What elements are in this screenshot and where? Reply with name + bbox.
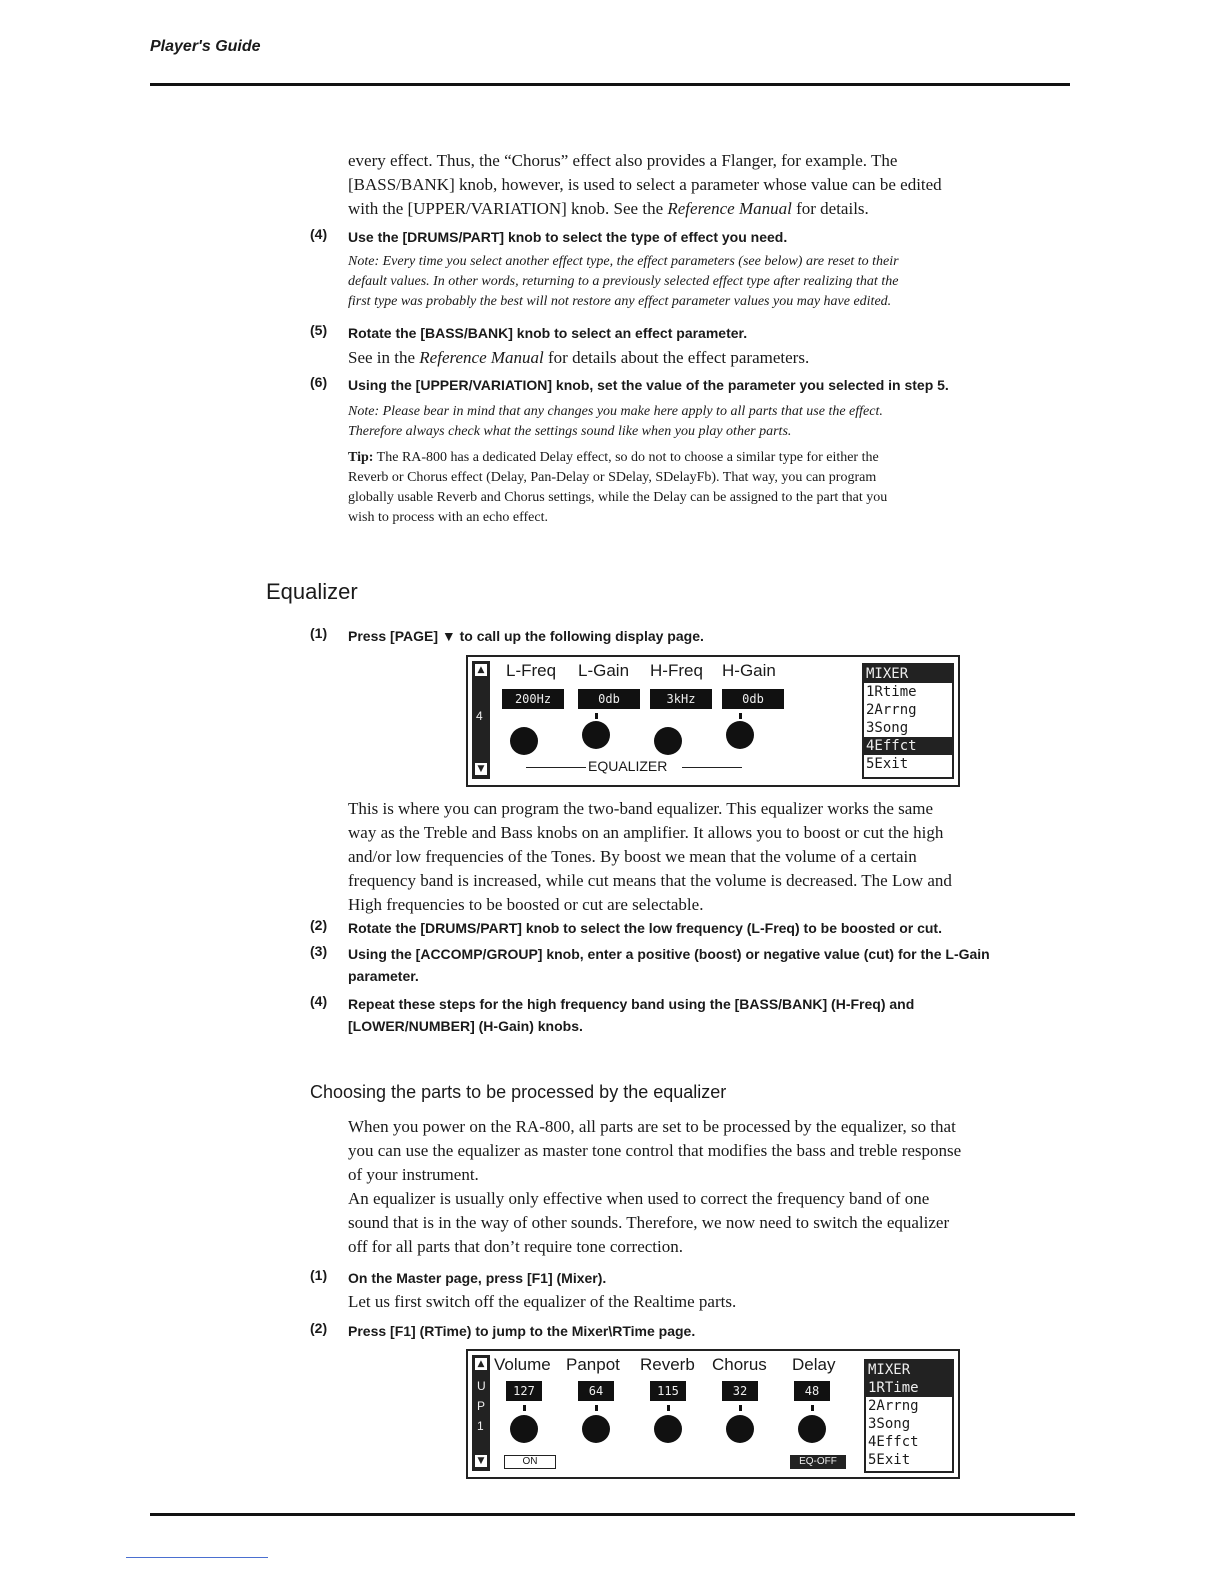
menu-item-song[interactable]: 3Song (868, 1416, 911, 1432)
l-freq-knob (510, 727, 538, 755)
menu-title: MIXER (866, 1361, 952, 1379)
step-number: (6) (310, 374, 328, 390)
intro-line: every effect. Thus, the “Chorus” effect also provides a Flanger, for example. The (348, 151, 898, 170)
intro-line: [BASS/BANK] knob, however, is used to select a parameter whose value can be edited (348, 175, 942, 194)
paragraph-line: This is where you can program the two-band equalizer. This equalizer works the same (348, 799, 934, 818)
paragraph-line: way as the Treble and Bass knobs on an amplifier. It allows you to boost or cut the high (348, 823, 944, 842)
top-rule (150, 83, 1070, 86)
menu-item-arrng[interactable]: 2Arrng (868, 1398, 919, 1414)
h-freq-knob (654, 727, 682, 755)
caption-line (526, 767, 586, 768)
scroll-up-icon: ▲ (474, 1357, 488, 1371)
page-header: Player's Guide (150, 38, 261, 55)
value-box: 115 (650, 1381, 686, 1401)
param-label: Reverb (640, 1355, 695, 1374)
note-block (348, 252, 1068, 312)
volume-knob (510, 1415, 538, 1443)
display-sidebar (472, 1355, 490, 1471)
step-number: (3) (310, 943, 328, 959)
display-caption: EQUALIZER (588, 758, 668, 774)
value-box: 0db (722, 689, 784, 709)
step-text: Use the [DRUMS/PART] knob to select the type of effect you need. (348, 229, 788, 245)
value-box: 3kHz (650, 689, 712, 709)
menu-item-exit[interactable]: 5Exit (868, 1452, 911, 1468)
step-text-cont: parameter. (348, 968, 419, 984)
side-letter: U (477, 1379, 486, 1393)
knob-center-mark (739, 1405, 742, 1411)
step-text: Press [PAGE] ▼ to call up the following display page. (348, 628, 704, 644)
scroll-down-icon: ▼ (474, 1454, 488, 1468)
value-box: 64 (578, 1381, 614, 1401)
menu-item-effct[interactable]: 4Effct (864, 737, 952, 755)
side-menu (864, 1359, 954, 1473)
side-letter: 1 (477, 1419, 484, 1433)
menu-item-exit[interactable]: 5Exit (866, 756, 909, 772)
mixer-display (466, 1349, 960, 1479)
on-button[interactable]: ON (504, 1455, 556, 1469)
tip-block (348, 448, 1068, 528)
param-label: Panpot (566, 1355, 620, 1374)
paragraph-line: of your instrument. (348, 1165, 479, 1184)
knob-center-mark (595, 1405, 598, 1411)
menu-title: MIXER (864, 665, 952, 683)
param-label: Delay (792, 1355, 836, 1374)
note-block (348, 402, 1068, 442)
step-number: (2) (310, 1320, 328, 1336)
step-number: (2) (310, 917, 328, 933)
display-sidebar (472, 661, 490, 779)
knob-center-mark (667, 1405, 670, 1411)
eq-paragraph (348, 797, 1068, 917)
step-number: (4) (310, 993, 328, 1009)
side-menu (862, 663, 954, 779)
h-gain-knob (726, 721, 754, 749)
note-line: Therefore always check what the settings sound like when you play other parts. (348, 424, 792, 439)
step-text: On the Master page, press [F1] (Mixer). (348, 1270, 607, 1286)
param-label: Volume (494, 1355, 551, 1374)
tip-line: globally usable Reverb and Chorus settings, while the Delay can be assigned to the part that you (348, 490, 888, 505)
param-label: Chorus (712, 1355, 767, 1374)
value-box: 32 (722, 1381, 758, 1401)
step-number: (4) (310, 226, 328, 242)
tip-line: Tip: The RA-800 has a dedicated Delay effect, so do not to choose a similar type for either the (348, 450, 879, 465)
value-box: 127 (506, 1381, 542, 1401)
step-number: (1) (310, 625, 328, 641)
step-number: (1) (310, 1267, 328, 1283)
knob-center-mark (523, 1405, 526, 1411)
scroll-down-icon: ▼ (474, 762, 488, 776)
side-letter: P (477, 1399, 486, 1413)
step-text-cont: [LOWER/NUMBER] (H-Gain) knobs. (348, 1018, 583, 1034)
tip-line: wish to process with an echo effect. (348, 510, 548, 525)
menu-item-song[interactable]: 3Song (866, 720, 909, 736)
delay-knob (798, 1415, 826, 1443)
note-line: default values. In other words, returning to a previously selected effect type after realizing that the (348, 274, 899, 289)
value-box: 48 (794, 1381, 830, 1401)
param-label: H-Gain (722, 661, 776, 680)
l-gain-knob (582, 721, 610, 749)
paragraph-line: and/or low frequencies of the Tones. By boost we mean that the volume of a certain (348, 847, 917, 866)
side-number: 4 (476, 709, 483, 723)
paragraph-line: High frequencies to be boosted or cut are selectable. (348, 895, 704, 914)
section-heading-parts: Choosing the parts to be processed by the equalizer (310, 1082, 727, 1102)
note-line: Note: Please bear in mind that any changes you make here apply to all parts that use the effect. (348, 404, 883, 419)
knob-center-mark (739, 713, 742, 719)
caption-line (682, 767, 742, 768)
note-line: Note: Every time you select another effect type, the effect parameters (see below) are reset to their (348, 254, 899, 269)
paragraph-line: off for all parts that don’t require tone correction. (348, 1237, 684, 1256)
bottom-rule (150, 1513, 1075, 1516)
param-label: L-Freq (506, 661, 557, 680)
step-text: Rotate the [DRUMS/PART] knob to select the low frequency (L-Freq) to be boosted or cut. (348, 920, 942, 936)
chorus-knob (726, 1415, 754, 1443)
paragraph-line: An equalizer is usually only effective when used to correct the frequency band of one (348, 1189, 930, 1208)
step-text: Rotate the [BASS/BANK] knob to select an effect parameter. (348, 325, 748, 341)
knob-center-mark (811, 1405, 814, 1411)
paragraph-line: you can use the equalizer as master tone control that modifies the bass and treble response (348, 1141, 962, 1160)
footer-link-line (126, 1557, 268, 1558)
intro-line: with the [UPPER/VARIATION] knob. See the Reference Manual for details. (348, 199, 869, 218)
param-label: H-Freq (650, 661, 703, 680)
eq-display (466, 655, 960, 787)
menu-item-rtime[interactable]: 1Rtime (866, 684, 917, 700)
note-line: first type was probably the best will not restore any effect parameter values you may have edited. (348, 294, 892, 309)
eq-off-button[interactable]: EQ-OFF (790, 1455, 846, 1469)
section-heading-equalizer: Equalizer (266, 579, 358, 604)
parts-paragraph (348, 1115, 1078, 1259)
menu-item-rtime[interactable]: 1RTime (866, 1379, 952, 1397)
step-text: Repeat these steps for the high frequency band using the [BASS/BANK] (H-Freq) and (348, 996, 915, 1012)
intro-paragraph (348, 149, 1068, 221)
param-label: L-Gain (578, 661, 630, 680)
value-box: 0db (578, 689, 640, 709)
step-detail: Let us first switch off the equalizer of the Realtime parts. (348, 1292, 737, 1311)
step-number: (5) (310, 322, 328, 338)
menu-item-arrng[interactable]: 2Arrng (866, 702, 917, 718)
step-text: Using the [ACCOMP/GROUP] knob, enter a positive (boost) or negative value (cut) for the L-Gain (348, 946, 990, 962)
panpot-knob (582, 1415, 610, 1443)
reverb-knob (654, 1415, 682, 1443)
tip-line: Reverb or Chorus effect (Delay, Pan-Delay or SDelay, SDelayFb). That way, you can program (348, 470, 877, 485)
paragraph-line: When you power on the RA-800, all parts are set to be processed by the equalizer, so that (348, 1117, 956, 1136)
step-text: Using the [UPPER/VARIATION] knob, set the value of the parameter you selected in step 5. (348, 377, 949, 393)
scroll-up-icon: ▲ (474, 663, 488, 677)
step-detail: See in the Reference Manual for details about the effect parameters. (348, 348, 810, 367)
step-text: Press [F1] (RTime) to jump to the Mixer\RTime page. (348, 1323, 696, 1339)
value-box: 200Hz (502, 689, 564, 709)
menu-item-effct[interactable]: 4Effct (868, 1434, 919, 1450)
knob-center-mark (595, 713, 598, 719)
paragraph-line: frequency band is increased, while cut means that the volume is decreased. The Low and (348, 871, 952, 890)
paragraph-line: sound that is in the way of other sounds. Therefore, we now need to switch the equalizer (348, 1213, 950, 1232)
